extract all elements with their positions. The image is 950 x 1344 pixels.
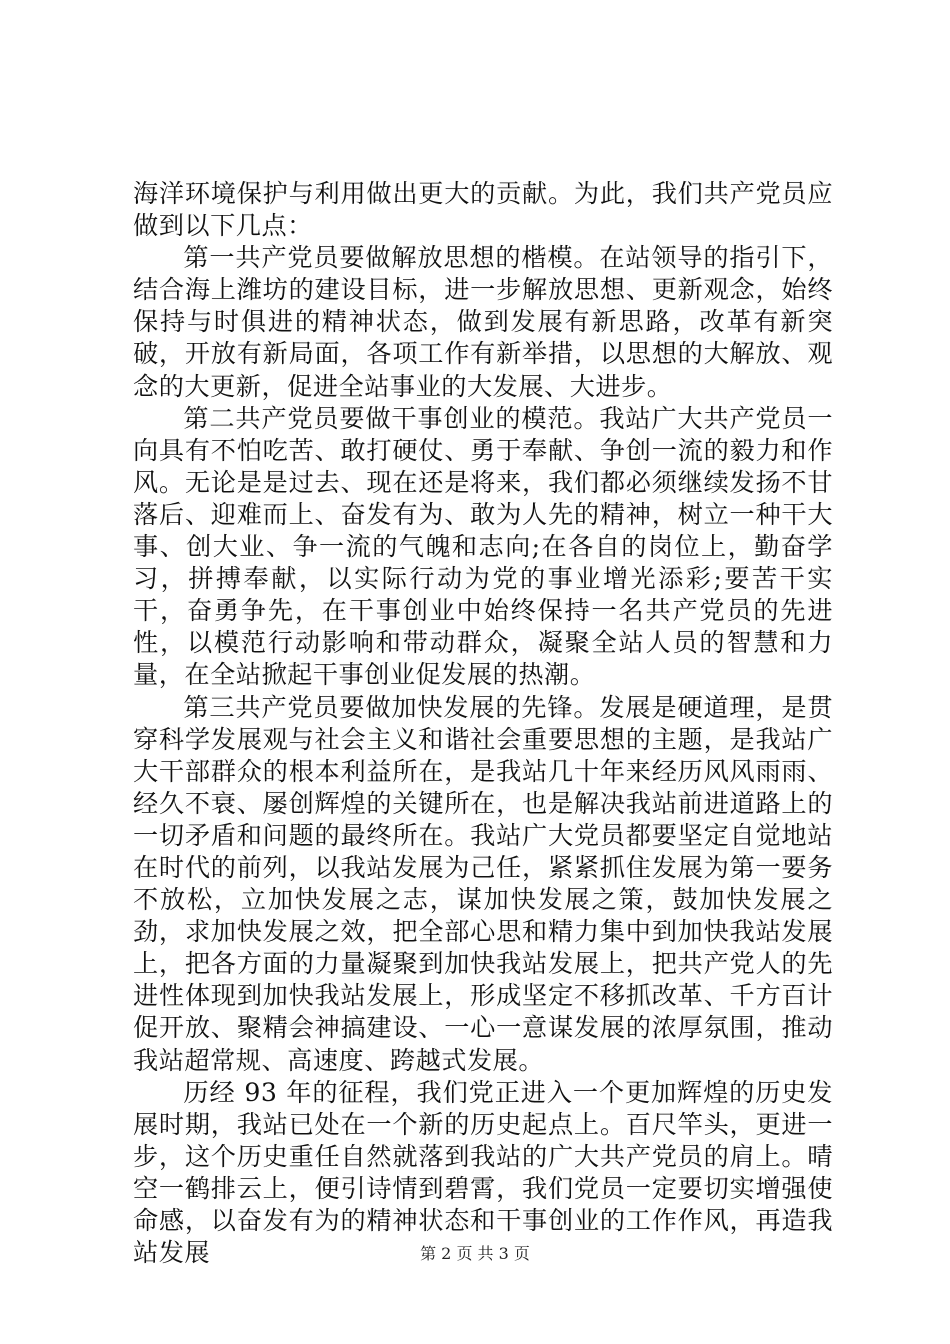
page-footer bbox=[0, 1244, 950, 1264]
paragraph-point-one: 第一共产党员要做解放思想的楷模。在站领导的指引下，结合海上潍坊的建设目标，进一步解放思想、更新观念，始终保持与时俱进的精神状态，做到发展有新思路，改革有新突破，开放有新局面，各项工作有新举措，以思想的大解放、观念的大更新，促进全站事业的大发展、大进步。 bbox=[133, 243, 833, 401]
document-body bbox=[133, 178, 833, 1269]
page-number-label: 第 2 页 共 3 页 bbox=[420, 1244, 530, 1263]
paragraph-conclusion: 历经 93 年的征程，我们党正进入一个更加辉煌的历史发展时期，我站已处在一个新的历史起点上。百尺竿头，更进一步，这个历史重任自然就落到我站的广大共产党员的肩上。晴空一鹤排云上，便引诗情到碧霄，我们党员一定要切实增强使命感，以奋发有为的精神状态和干事创业的工作作风，再造我站发展 bbox=[133, 1077, 833, 1268]
paragraph-point-three: 第三共产党员要做加快发展的先锋。发展是硬道理，是贯穿科学发展观与社会主义和谐社会重要思想的主题，是我站广大干部群众的根本利益所在，是我站几十年来经历风风雨雨、经久不衰、屡创辉煌的关键所在，也是解决我站前进道路上的一切矛盾和问题的最终所在。我站广大党员都要坚定自觉地站在时代的前列，以我站发展为己任，紧紧抓住发展为第一要务不放松，立加快发展之志，谋加快发展之策，鼓加快发展之劲，求加快发展之效，把全部心思和精力集中到加快我站发展上，把各方面的力量凝聚到加快我站发展上，把共产党人的先进性体现到加快我站发展上，形成坚定不移抓改革、千方百计促开放、聚精会神搞建设、一心一意谋发展的浓厚氛围，推动我站超常规、高速度、跨越式发展。 bbox=[133, 692, 833, 1075]
paragraph-intro-continuation: 海洋环境保护与利用做出更大的贡献。为此，我们共产党员应做到以下几点： bbox=[133, 179, 833, 241]
paragraph-point-two: 第二共产党员要做干事创业的模范。我站广大共产党员一向具有不怕吃苦、敢打硬仗、勇于奉献、争创一流的毅力和作风。无论是是过去、现在还是将来，我们都必须继续发扬不甘落后、迎难而上、奋发有为、敢为人先的精神，树立一种干大事、创大业、争一流的气魄和志向;在各自的岗位上，勤奋学习，拼搏奉献，以实际行动为党的事业增光添彩;要苦干实干，奋勇争先，在干事创业中始终保持一名共产党员的先进性，以模范行动影响和带动群众，凝聚全站人员的智慧和力量，在全站掀起干事创业促发展的热潮。 bbox=[133, 403, 833, 690]
